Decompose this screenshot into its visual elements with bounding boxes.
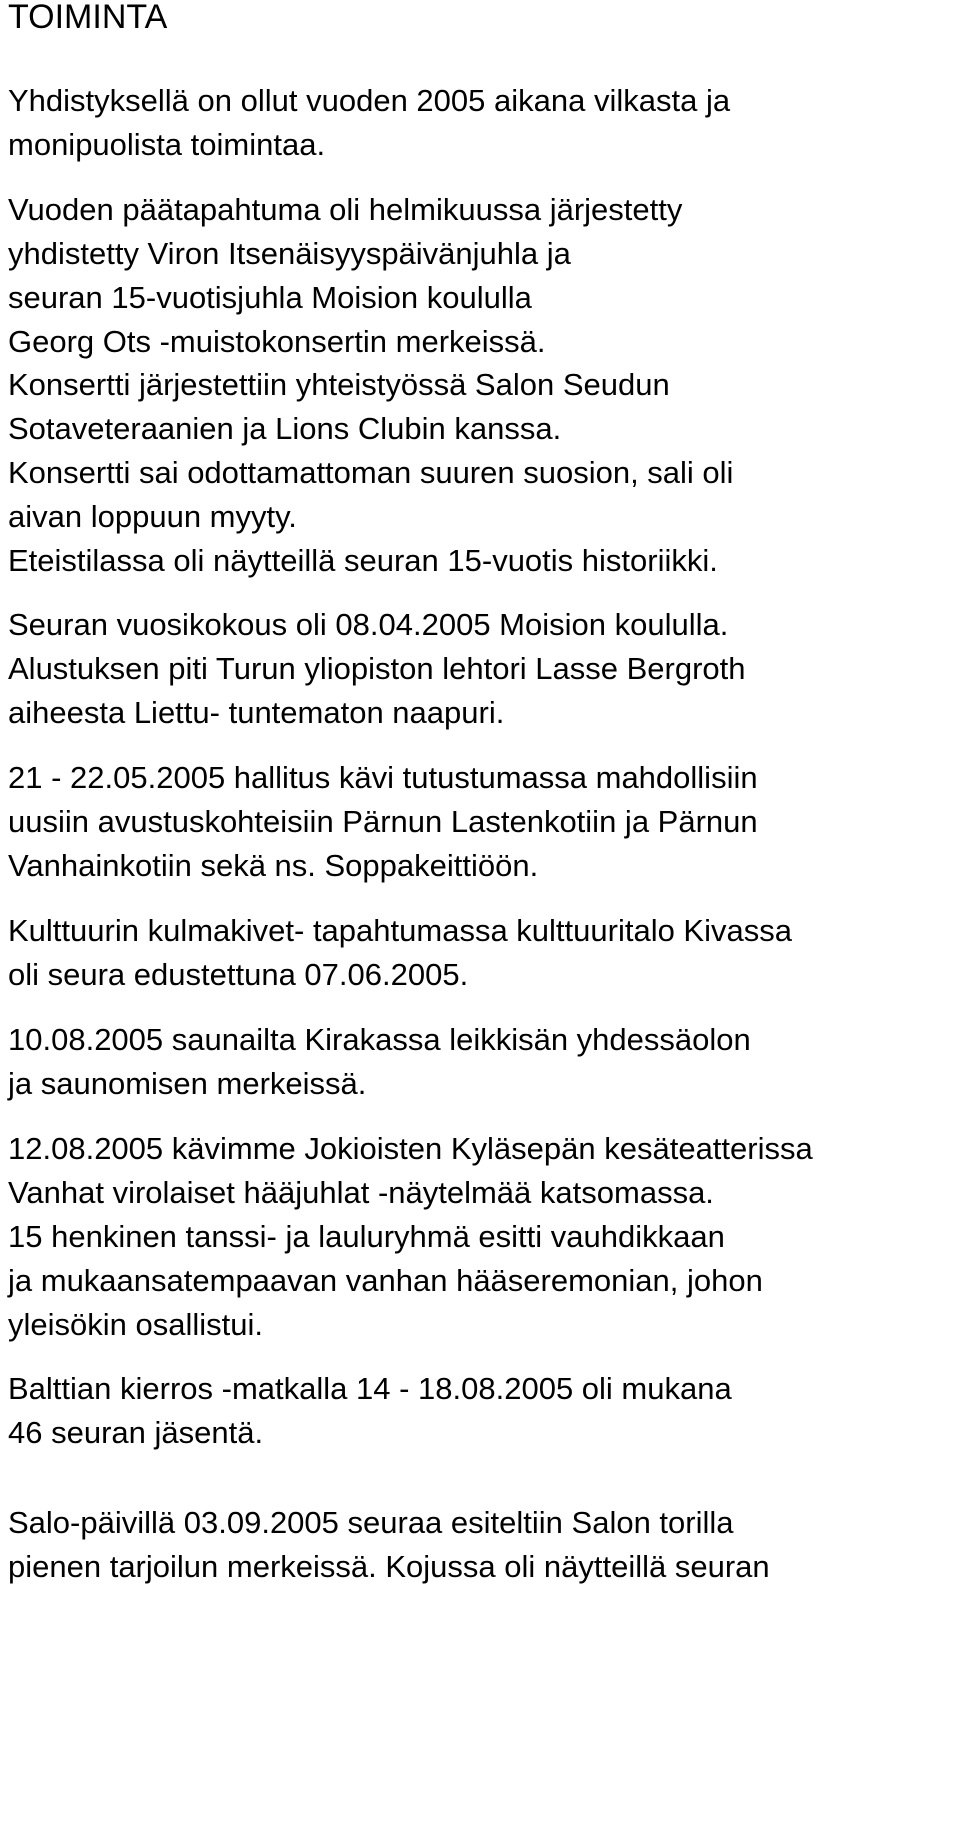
text-line: seuran 15-vuotisjuhla Moision koululla — [8, 280, 532, 315]
text-line: Alustuksen piti Turun yliopiston lehtori Lasse Bergroth — [8, 651, 746, 686]
text-line: 12.08.2005 kävimme Jokioisten Kyläsepän kesäteatterissa — [8, 1131, 813, 1166]
text-line: aivan loppuun myyty. — [8, 499, 297, 534]
text-line: Kulttuurin kulmakivet- tapahtumassa kulttuuritalo Kivassa — [8, 913, 792, 948]
text-line: Eteistilassa oli näytteillä seuran 15-vuotis historiikki. — [8, 543, 718, 578]
text-line: aiheesta Liettu- tuntematon naapuri. — [8, 695, 505, 730]
text-line: Sotaveteraanien ja Lions Clubin kanssa. — [8, 411, 562, 446]
text-line: Georg Ots -muistokonsertin merkeissä. — [8, 324, 546, 359]
text-line: 10.08.2005 saunailta Kirakassa leikkisän yhdessäolon — [8, 1022, 751, 1057]
text-line: 46 seuran jäsentä. — [8, 1415, 264, 1450]
text-line: Salo-päivillä 03.09.2005 seuraa esiteltiin Salon torilla — [8, 1505, 734, 1540]
text-line: ja mukaansatempaavan vanhan hääseremonian, johon — [8, 1263, 763, 1298]
text-line: Konsertti sai odottamattoman suuren suosion, sali oli — [8, 455, 734, 490]
text-line: Balttian kierros -matkalla 14 - 18.08.2005 oli mukana — [8, 1371, 732, 1406]
text-line: Vuoden päätapahtuma oli helmikuussa järjestetty — [8, 192, 683, 227]
text-line: Vanhainkotiin sekä ns. Soppakeittiöön. — [8, 848, 539, 883]
text-line: Konsertti järjestettiin yhteistyössä Salon Seudun — [8, 367, 670, 402]
text-line: monipuolista toimintaa. — [8, 127, 326, 162]
text-line: pienen tarjoilun merkeissä. Kojussa oli näytteillä seuran — [8, 1549, 770, 1584]
text-line: Seuran vuosikokous oli 08.04.2005 Moision koululla. — [8, 607, 729, 642]
text-line: 21 - 22.05.2005 hallitus kävi tutustumassa mahdollisiin — [8, 760, 758, 795]
text-line: yhdistetty Viron Itsenäisyyspäivänjuhla ja — [8, 236, 571, 271]
text-line: 15 henkinen tanssi- ja lauluryhmä esitti vauhdikkaan — [8, 1219, 725, 1254]
text-line: uusiin avustuskohteisiin Pärnun Lastenkotiin ja Pärnun — [8, 804, 758, 839]
text-line: Yhdistyksellä on ollut vuoden 2005 aikana vilkasta ja — [8, 83, 731, 118]
text-line: Vanhat virolaiset hääjuhlat -näytelmää katsomassa. — [8, 1175, 714, 1210]
section-heading: TOIMINTA — [8, 0, 168, 36]
text-line: yleisökin osallistui. — [8, 1307, 263, 1342]
text-line: oli seura edustettuna 07.06.2005. — [8, 957, 469, 992]
text-line: ja saunomisen merkeissä. — [8, 1066, 367, 1101]
